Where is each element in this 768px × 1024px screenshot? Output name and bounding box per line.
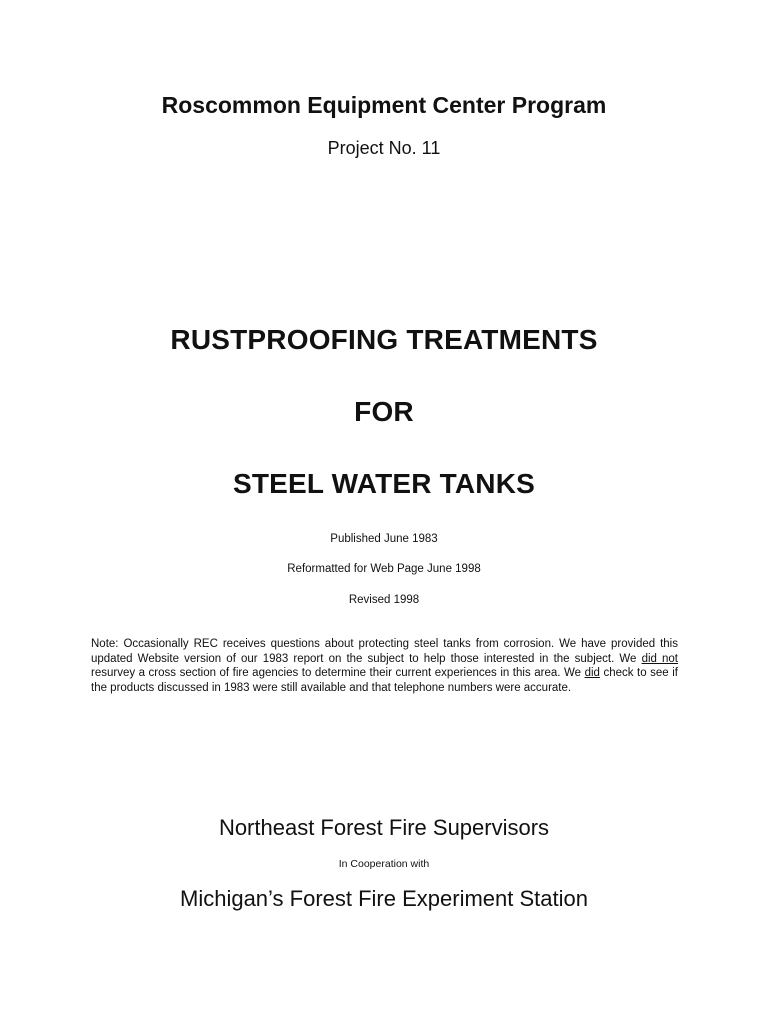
organization-northeast: Northeast Forest Fire Supervisors: [218, 815, 550, 840]
cooperation-text: In Cooperation with: [338, 858, 430, 870]
note-text-part-3: check to see if the products discussed in 1983 were still available and that telephone numbers were accurate.: [91, 667, 678, 694]
reformatted-date: Reformatted for Web Page June 1998: [287, 563, 481, 575]
note-underline-did: did: [584, 667, 600, 680]
program-title: Roscommon Equipment Center Program: [161, 92, 607, 118]
title-line-3: STEEL WATER TANKS: [232, 468, 536, 499]
published-date: Published June 1983: [330, 533, 438, 545]
revised-date: Revised 1998: [348, 594, 420, 606]
note-underline-did-not: did not: [641, 652, 679, 665]
note-text-part-2: resurvey a cross section of fire agencies to determine their current experiences in this area. We: [91, 667, 585, 680]
title-line-2: FOR: [354, 396, 414, 427]
project-number: Project No. 11: [327, 138, 441, 158]
note-paragraph: [91, 637, 678, 695]
note-text-part-1: Note: Occasionally REC receives questions about protecting steel tanks from corrosion. We have provided this updated Website version of our 1983 report on the subject to help those interested in the subject. We: [91, 638, 678, 665]
organization-michigan: Michigan’s Forest Fire Experiment Station: [180, 886, 588, 911]
title-line-1: RUSTPROOFING TREATMENTS: [170, 324, 598, 355]
